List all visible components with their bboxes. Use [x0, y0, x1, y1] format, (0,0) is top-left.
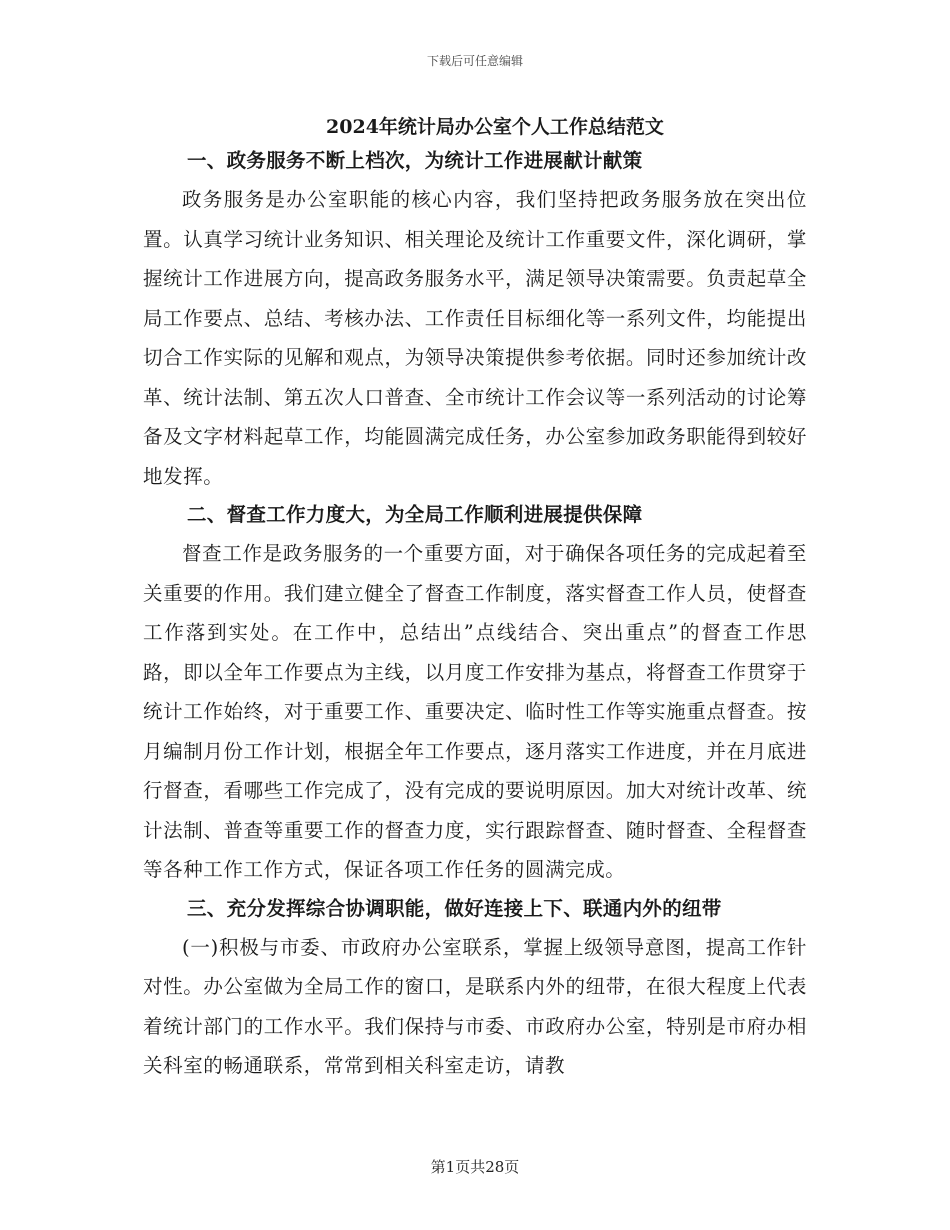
section-2: [143, 496, 807, 890]
section-heading: 一、政务服务不断上档次，为统计工作进展献计献策: [187, 149, 643, 172]
section-3: [143, 890, 807, 1086]
page-header-note: 下载后可任意编辑: [426, 54, 523, 68]
section-paragraph: (一)积极与市委、市政府办公室联系，掌握上级领导意图，提高工作针对性。办公室做为全局工作的窗口，是联系内外的纽带，在很大程度上代表着统计部门的工作水平。我们保持与市委、市政府办公室，特别是市府办相关科室的畅通联系，常常到相关科室走访，请教: [143, 935, 807, 1077]
section-paragraph: 政务服务是办公室职能的核心内容，我们坚持把政务服务放在突出位置。认真学习统计业务知识、相关理论及统计工作重要文件，深化调研，掌握统计工作进展方向，提高政务服务水平，满足领导决策需要。负责起草全局工作要点、总结、考核办法、工作责任目标细化等一系列文件，均能提出切合工作实际的见解和观点，为领导决策提供参考依据。同时还参加统计改革、统计法制、第五次人口普查、全市统计工作会议等一系列活动的讨论筹备及文字材料起草工作，均能圆满完成任务，办公室参加政务职能得到较好地发挥。: [143, 188, 807, 488]
section-heading: 三、充分发挥综合协调职能，做好连接上下、联通内外的纽带: [187, 896, 722, 920]
section-paragraph: 督查工作是政务服务的一个重要方面，对于确保各项任务的完成起着至关重要的作用。我们建立健全了督查工作制度，落实督查工作人员，使督查工作落到实处。在工作中，总结出”点线结合、突出重点”的督查工作思路，即以全年工作要点为主线，以月度工作安排为基点，将督查工作贯穿于统计工作始终，对于重要工作、重要决定、临时性工作等实施重点督查。按月编制月份工作计划，根据全年工作要点，逐月落实工作进度，并在月底进行督查，看哪些工作完成了，没有完成的要说明原因。加大对统计改革、统计法制、普查等重要工作的督查力度，实行跟踪督查、随时督查、全程督查等各种工作工作方式，保证各项工作任务的圆满完成。: [143, 542, 807, 881]
document-body: [143, 112, 807, 1086]
section-heading: 二、督查工作力度大，为全局工作顺利进展提供保障: [187, 503, 643, 526]
document-title: 2024年统计局办公室个人工作总结范文: [326, 116, 664, 138]
section-1: [143, 142, 807, 496]
page-number: 第1页共28页: [430, 1158, 520, 1176]
